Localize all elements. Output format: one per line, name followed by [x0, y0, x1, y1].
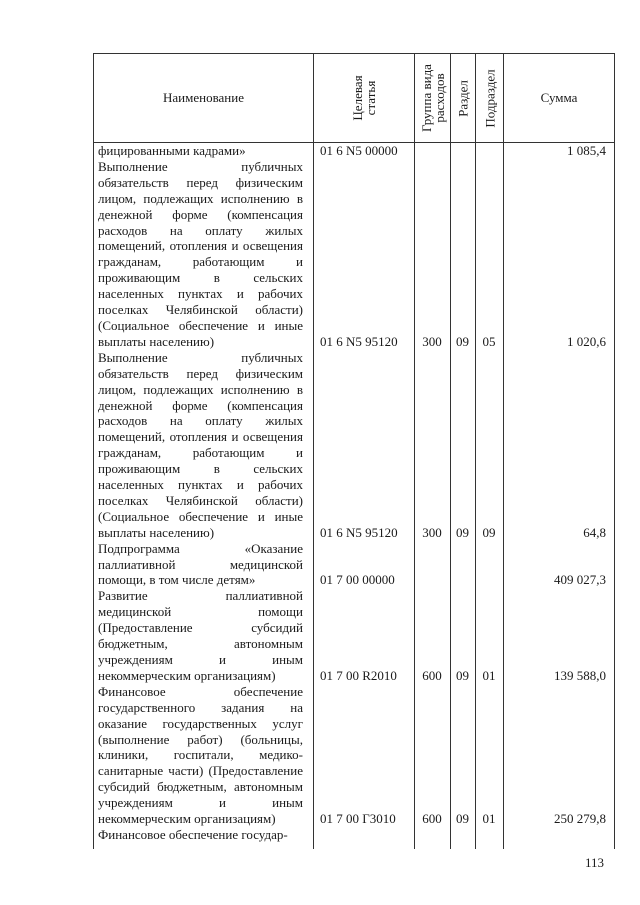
row-section: 09 [456, 811, 469, 827]
table-row [94, 159, 614, 350]
header-target-article [314, 54, 414, 142]
page-number: 113 [585, 855, 605, 870]
header-subsection-text: Подраздел [482, 68, 497, 128]
row-sum: 250 279,8 [554, 811, 606, 827]
header-section [451, 54, 475, 142]
row-expense-group: 600 [422, 811, 442, 827]
row-expense-group: 600 [422, 667, 442, 683]
row-name: фицированными кадрами» [98, 143, 246, 158]
header-expense-group-text [420, 58, 446, 138]
table-row [94, 827, 614, 843]
row-expense-group: 300 [422, 333, 442, 349]
row-name: Финансовое обеспечение государ- [98, 826, 288, 842]
header-sum [504, 54, 614, 142]
row-section: 09 [456, 524, 469, 540]
row-target-code: 01 7 00 Г3010 [320, 811, 396, 827]
row-sum: 1 085,4 [567, 143, 606, 158]
row-name: Выполнение публичных обязательств перед физическим лицом, подлежащих исполнению в денежной форме (компенсация расходов на оплату жилых помещений, отопления и освещения гражданам, работающим и проживающим в сельских населенных пунктах и рабочих поселках Челябинской области) (Социальное обеспечение и иные выплаты населению) [98, 349, 303, 540]
row-target-code: 01 6 N5 95120 [320, 333, 398, 349]
table-row [94, 541, 614, 589]
header-target-line1: Целевая [350, 75, 365, 121]
row-name: Финансовое обеспечение государственного задания на оказание государственных услуг (выполнение работ) (больницы, клиники, госпитали, медико-санитарные части) (Предоставление субсидий бюджетным, автономным учреждениям и иным некоммерческим организациям) [98, 683, 303, 827]
header-subsection [476, 54, 503, 142]
row-name: Подпрограмма «Оказание паллиативной медицинской помощи, в том числе детям» [98, 540, 303, 588]
row-subsection: 01 [482, 811, 496, 827]
row-sum: 64,8 [583, 524, 606, 540]
row-target-code: 01 7 00 R2010 [320, 667, 397, 683]
row-subsection: 05 [482, 333, 496, 349]
row-section: 09 [456, 333, 469, 349]
row-target-code: 01 6 N5 00000 [320, 143, 398, 158]
row-name: Выполнение публичных обязательств перед физическим лицом, подлежащих исполнению в денежной форме (компенсация расходов на оплату жилых помещений, отопления и освещения гражданам, работающим и проживающим в сельских населенных пунктах и рабочих поселках Челябинской области) (Социальное обеспечение и иные выплаты населению) [98, 158, 303, 349]
row-name: Развитие паллиативной медицинской помощи (Предоставление субсидий бюджетным, автономным учреждениям и иным некоммерческим организациям) [98, 588, 303, 683]
row-expense-group: 300 [422, 524, 442, 540]
header-name-text: Наименование [163, 90, 244, 105]
header-group-line2: расходов [431, 73, 447, 123]
row-sum: 409 027,3 [554, 572, 606, 588]
header-group-line1: Группа вида [418, 64, 434, 132]
budget-table [93, 53, 615, 849]
header-section-text: Раздел [455, 79, 471, 117]
header-name [94, 54, 313, 142]
header-expense-group [415, 54, 450, 142]
row-sum: 139 588,0 [554, 667, 606, 683]
row-sum: 1 020,6 [567, 333, 606, 349]
table-row [94, 350, 614, 541]
header-sum-text: Сумма [540, 90, 578, 105]
table-row [94, 684, 614, 827]
header-target-article-text [351, 58, 377, 138]
header-target-line2: статья [363, 80, 378, 116]
row-target-code: 01 6 N5 95120 [320, 524, 398, 540]
row-subsection: 09 [482, 524, 496, 540]
row-section: 09 [456, 667, 469, 683]
row-target-code: 01 7 00 00000 [320, 572, 395, 588]
table-row [94, 588, 614, 683]
table-body [94, 143, 614, 843]
table-row [94, 143, 614, 159]
row-subsection: 01 [482, 667, 496, 683]
